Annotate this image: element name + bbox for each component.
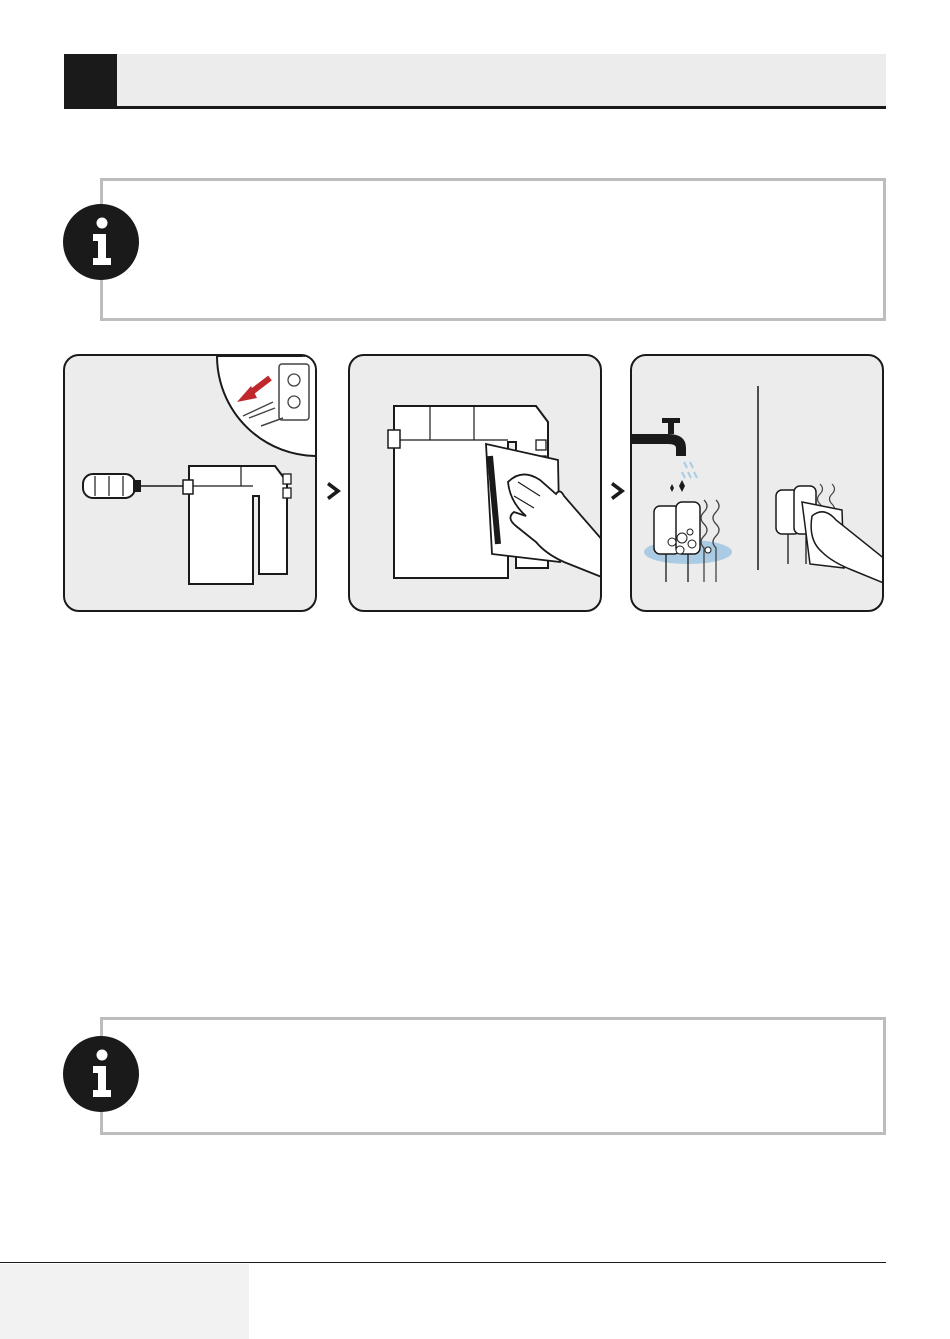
chevron-right-icon — [326, 480, 344, 502]
info-icon — [62, 203, 140, 281]
info-note-box — [100, 178, 886, 321]
info-icon — [62, 1035, 140, 1113]
info-note-box — [100, 1017, 886, 1135]
step-panel-wipe — [348, 354, 602, 612]
footer-page-block — [0, 1264, 249, 1339]
wash-attachments-illustration — [632, 356, 884, 612]
step-panel-wash — [630, 354, 884, 612]
wipe-body-illustration — [350, 356, 602, 612]
unplug-mixer-illustration — [65, 356, 317, 612]
section-header — [64, 54, 886, 109]
chevron-right-icon — [610, 480, 628, 502]
step-panel-unplug — [63, 354, 317, 612]
section-number-block — [64, 54, 117, 106]
footer-divider — [0, 1262, 886, 1263]
